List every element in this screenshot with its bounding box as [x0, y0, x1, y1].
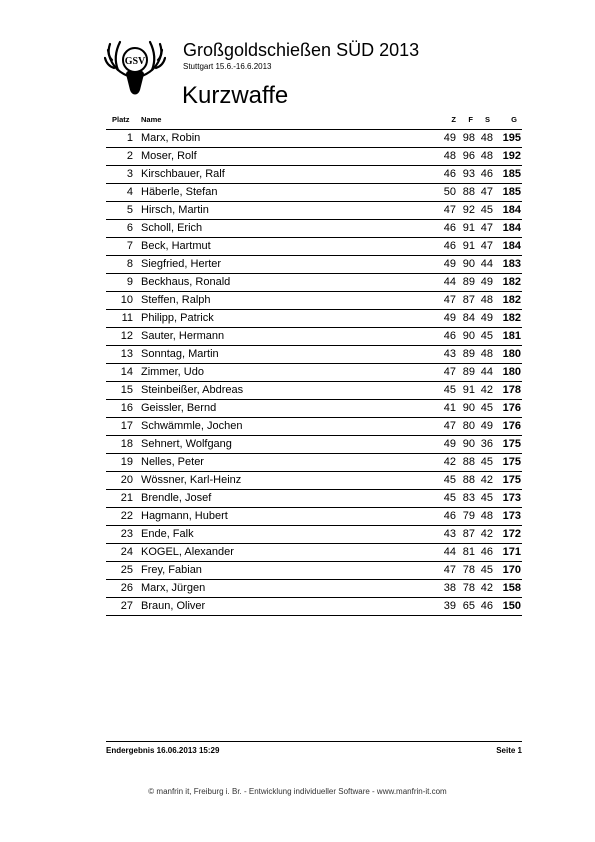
cell-s: 48 [480, 510, 493, 522]
cell-g: 184 [502, 240, 521, 252]
cell-platz: 27 [120, 600, 133, 612]
table-row [106, 148, 522, 166]
cell-f: 88 [462, 474, 475, 486]
cell-z: 45 [443, 384, 456, 396]
cell-z: 49 [443, 132, 456, 144]
table-row [106, 310, 522, 328]
cell-platz: 10 [120, 294, 133, 306]
cell-name: Häberle, Stefan [141, 186, 218, 198]
cell-name: Wössner, Karl-Heinz [141, 474, 242, 486]
cell-platz: 22 [120, 510, 133, 522]
cell-s: 42 [480, 384, 493, 396]
cell-f: 80 [462, 420, 475, 432]
cell-f: 91 [462, 222, 475, 234]
cell-name: Moser, Rolf [141, 150, 197, 162]
col-name: Name [141, 115, 162, 124]
cell-name: Zimmer, Udo [141, 366, 204, 378]
cell-name: Marx, Robin [141, 132, 201, 144]
cell-name: Sonntag, Martin [141, 348, 219, 360]
results-table [106, 111, 522, 616]
cell-f: 90 [462, 402, 475, 414]
cell-platz: 24 [120, 546, 133, 558]
cell-f: 98 [462, 132, 475, 144]
cell-z: 49 [443, 258, 456, 270]
cell-s: 49 [480, 420, 493, 432]
page-number: Seite 1 [496, 746, 522, 755]
cell-s: 36 [480, 438, 493, 450]
table-row [106, 472, 522, 490]
table-row [106, 130, 522, 148]
cell-z: 46 [443, 510, 456, 522]
cell-g: 173 [502, 492, 521, 504]
cell-name: Hirsch, Martin [141, 204, 209, 216]
cell-g: 182 [502, 276, 521, 288]
cell-f: 79 [462, 510, 475, 522]
cell-g: 175 [502, 438, 521, 450]
event-title: Großgoldschießen SÜD 2013 [183, 40, 420, 60]
cell-f: 90 [462, 330, 475, 342]
cell-name: Schwämmle, Jochen [141, 420, 243, 432]
cell-s: 45 [480, 456, 493, 468]
table-row [106, 544, 522, 562]
cell-s: 46 [480, 168, 493, 180]
cell-name: Kirschbauer, Ralf [141, 168, 225, 180]
cell-f: 91 [462, 240, 475, 252]
cell-name: Marx, Jürgen [141, 582, 206, 594]
club-logo [104, 38, 166, 98]
cell-s: 47 [480, 186, 493, 198]
cell-platz: 8 [126, 258, 133, 270]
cell-f: 89 [462, 366, 475, 378]
cell-z: 46 [443, 240, 456, 252]
logo-lettering: GSV [124, 56, 146, 67]
cell-f: 65 [462, 600, 475, 612]
cell-g: 185 [502, 186, 521, 198]
cell-platz: 21 [120, 492, 133, 504]
col-platz: Platz [112, 115, 130, 124]
table-row [106, 454, 522, 472]
footer-divider [106, 741, 522, 742]
cell-f: 96 [462, 150, 475, 162]
cell-name: Ende, Falk [141, 528, 194, 540]
cell-name: Brendle, Josef [141, 492, 212, 504]
cell-f: 78 [462, 582, 475, 594]
cell-z: 41 [443, 402, 456, 414]
cell-platz: 7 [126, 240, 133, 252]
cell-s: 45 [480, 330, 493, 342]
cell-platz: 13 [120, 348, 133, 360]
cell-z: 47 [443, 420, 456, 432]
discipline-heading: Kurzwaffe [182, 82, 289, 109]
cell-g: 181 [502, 330, 521, 342]
cell-s: 48 [480, 150, 493, 162]
cell-g: 175 [502, 474, 521, 486]
cell-s: 48 [480, 132, 493, 144]
cell-z: 45 [443, 474, 456, 486]
cell-z: 39 [443, 600, 456, 612]
copyright-notice: © manfrin it, Freiburg i. Br. - Entwicklung individueller Software - www.manfrin-it.com [148, 787, 447, 796]
cell-platz: 6 [126, 222, 133, 234]
cell-platz: 5 [126, 204, 133, 216]
table-row [106, 202, 522, 220]
cell-z: 49 [443, 312, 456, 324]
cell-z: 44 [443, 276, 456, 288]
cell-platz: 20 [120, 474, 133, 486]
cell-s: 44 [480, 258, 493, 270]
cell-platz: 15 [120, 384, 133, 396]
cell-f: 88 [462, 186, 475, 198]
cell-f: 93 [462, 168, 475, 180]
cell-name: Geissler, Bernd [141, 402, 217, 414]
cell-s: 42 [480, 582, 493, 594]
cell-name: Siegfried, Herter [141, 258, 222, 270]
result-status: Endergebnis 16.06.2013 15:29 [106, 746, 220, 755]
cell-g: 195 [502, 132, 521, 144]
cell-z: 46 [443, 168, 456, 180]
event-date: Stuttgart 15.6.-16.6.2013 [183, 62, 272, 71]
cell-s: 42 [480, 474, 493, 486]
cell-name: Philipp, Patrick [141, 312, 214, 324]
table-row [106, 382, 522, 400]
cell-f: 89 [462, 348, 475, 360]
cell-platz: 26 [120, 582, 133, 594]
cell-platz: 11 [121, 312, 133, 324]
cell-g: 172 [502, 528, 521, 540]
cell-name: Scholl, Erich [141, 222, 203, 234]
cell-platz: 16 [120, 402, 133, 414]
cell-z: 45 [443, 492, 456, 504]
cell-name: Braun, Oliver [141, 600, 206, 612]
table-row [106, 418, 522, 436]
cell-name: Sehnert, Wolfgang [141, 438, 232, 450]
cell-z: 46 [443, 222, 456, 234]
table-row [106, 490, 522, 508]
cell-name: Hagmann, Hubert [141, 510, 228, 522]
cell-s: 46 [480, 600, 493, 612]
cell-s: 48 [480, 348, 493, 360]
table-row [106, 220, 522, 238]
cell-g: 175 [502, 456, 521, 468]
cell-f: 78 [462, 564, 475, 576]
cell-z: 47 [443, 366, 456, 378]
table-row [106, 292, 522, 310]
cell-s: 48 [480, 294, 493, 306]
table-header [106, 111, 522, 130]
cell-g: 192 [502, 150, 521, 162]
cell-name: Frey, Fabian [141, 564, 202, 576]
cell-g: 184 [502, 222, 521, 234]
table-row [106, 562, 522, 580]
cell-g: 178 [502, 384, 521, 396]
cell-f: 90 [462, 258, 475, 270]
cell-s: 46 [480, 546, 493, 558]
table-row [106, 346, 522, 364]
cell-f: 90 [462, 438, 475, 450]
cell-z: 49 [443, 438, 456, 450]
cell-f: 83 [462, 492, 475, 504]
table-row [106, 256, 522, 274]
cell-f: 88 [462, 456, 475, 468]
table-row [106, 364, 522, 382]
cell-s: 44 [480, 366, 493, 378]
table-row [106, 274, 522, 292]
cell-z: 48 [443, 150, 456, 162]
cell-g: 183 [502, 258, 521, 270]
col-f: F [468, 115, 473, 124]
table-row [106, 580, 522, 598]
cell-z: 43 [443, 528, 456, 540]
table-body [106, 130, 522, 616]
table-row [106, 400, 522, 418]
cell-g: 180 [502, 348, 521, 360]
cell-g: 173 [502, 510, 521, 522]
cell-g: 184 [502, 204, 521, 216]
cell-platz: 9 [126, 276, 133, 288]
cell-g: 170 [502, 564, 521, 576]
cell-platz: 3 [126, 168, 133, 180]
cell-f: 84 [462, 312, 475, 324]
cell-g: 176 [502, 402, 521, 414]
cell-z: 44 [443, 546, 456, 558]
cell-f: 91 [462, 384, 475, 396]
cell-s: 45 [480, 492, 493, 504]
table-row [106, 526, 522, 544]
cell-z: 42 [443, 456, 456, 468]
cell-platz: 25 [120, 564, 133, 576]
cell-name: KOGEL, Alexander [141, 546, 234, 558]
cell-platz: 4 [126, 186, 133, 198]
cell-z: 38 [443, 582, 456, 594]
cell-name: Steffen, Ralph [141, 294, 211, 306]
cell-platz: 12 [120, 330, 133, 342]
cell-name: Beck, Hartmut [141, 240, 211, 252]
cell-g: 158 [502, 582, 521, 594]
cell-g: 185 [502, 168, 521, 180]
cell-name: Nelles, Peter [141, 456, 204, 468]
table-row [106, 184, 522, 202]
col-z: Z [451, 115, 456, 124]
cell-z: 47 [443, 204, 456, 216]
cell-f: 81 [462, 546, 475, 558]
cell-s: 47 [480, 240, 493, 252]
cell-s: 49 [480, 312, 493, 324]
cell-name: Sauter, Hermann [141, 330, 225, 342]
cell-z: 43 [443, 348, 456, 360]
col-s: S [484, 115, 490, 124]
cell-s: 49 [480, 276, 493, 288]
cell-f: 89 [462, 276, 475, 288]
table-row [106, 328, 522, 346]
cell-s: 45 [480, 402, 493, 414]
cell-f: 87 [462, 528, 475, 540]
table-row [106, 238, 522, 256]
cell-s: 45 [480, 204, 493, 216]
cell-platz: 17 [120, 420, 133, 432]
cell-z: 47 [443, 294, 456, 306]
cell-g: 182 [502, 312, 521, 324]
table-row [106, 598, 522, 616]
cell-g: 171 [502, 546, 521, 558]
cell-g: 180 [502, 366, 521, 378]
cell-platz: 19 [120, 456, 133, 468]
cell-platz: 23 [120, 528, 133, 540]
cell-z: 50 [443, 186, 456, 198]
table-row [106, 166, 522, 184]
cell-z: 47 [443, 564, 456, 576]
cell-platz: 2 [126, 150, 133, 162]
cell-g: 176 [502, 420, 521, 432]
cell-s: 47 [480, 222, 493, 234]
cell-s: 45 [480, 564, 493, 576]
table-row [106, 508, 522, 526]
cell-platz: 18 [120, 438, 133, 450]
col-g: G [511, 115, 517, 124]
cell-g: 182 [502, 294, 521, 306]
cell-z: 46 [443, 330, 456, 342]
cell-f: 92 [462, 204, 475, 216]
table-row [106, 436, 522, 454]
cell-platz: 14 [120, 366, 133, 378]
cell-platz: 1 [126, 132, 133, 144]
cell-name: Steinbeißer, Abdreas [141, 384, 244, 396]
cell-f: 87 [462, 294, 475, 306]
cell-name: Beckhaus, Ronald [141, 276, 231, 288]
cell-g: 150 [502, 600, 521, 612]
cell-s: 42 [480, 528, 493, 540]
